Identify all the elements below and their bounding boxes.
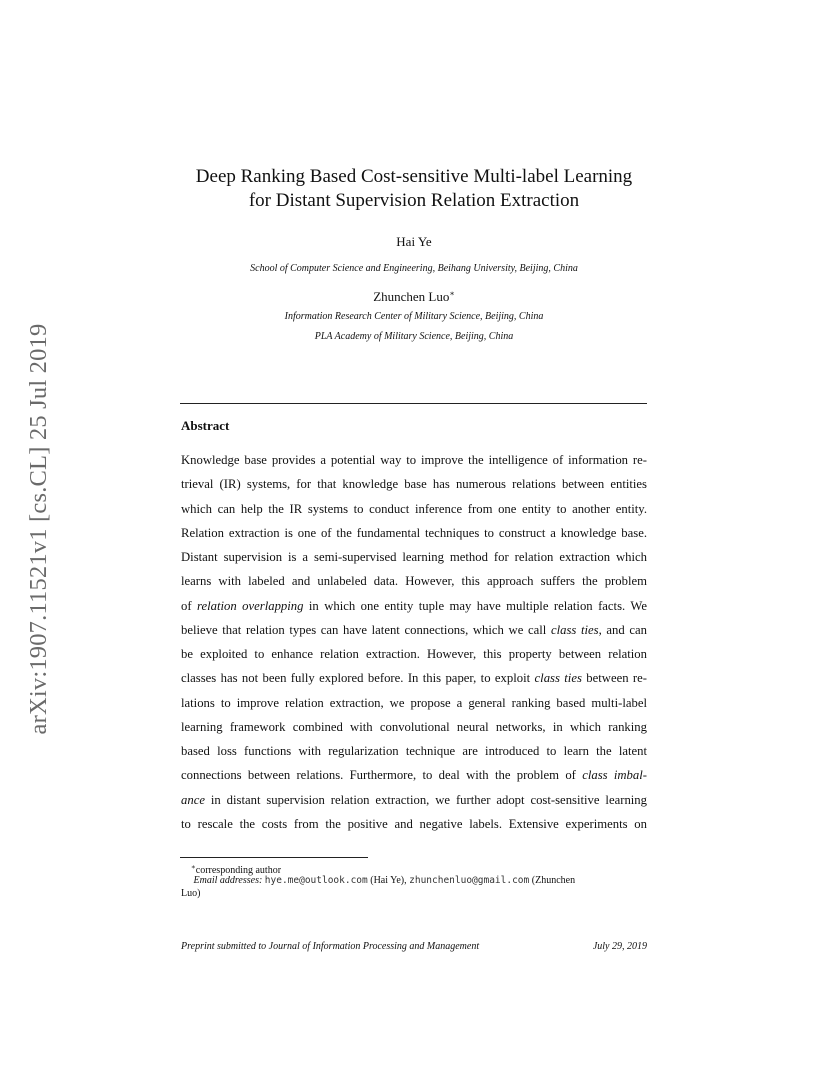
- abstract-line: Relation extraction is one of the fundamental techniques to construct a knowledge base.: [181, 525, 647, 540]
- arxiv-sidebar: [0, 0, 78, 1072]
- footnote-emails-cont: [181, 887, 647, 900]
- abstract-line: Knowledge base provides a potential way to improve the intelligence of information re-: [181, 453, 647, 467]
- abstract-line: learns with labeled and unlabeled data. However, this approach suffers the problem: [181, 574, 647, 589]
- abstract-line: Distant supervision is a semi-supervised learning method for relation extraction which: [181, 550, 647, 564]
- italic-term: class imbal-: [582, 768, 647, 783]
- abstract-line: to rescale the costs from the positive and negative labels. Extensive experiments on: [181, 816, 647, 831]
- email-link-2[interactable]: zhunchenluo@gmail.com: [409, 875, 530, 886]
- author-affiliation: Information Research Center of Military Science, Beijing, China: [284, 311, 544, 322]
- email-label: Email addresses:: [193, 875, 263, 886]
- email-owner-1: (Hai Ye),: [370, 875, 407, 886]
- italic-term: class ties: [550, 622, 599, 637]
- footnote-emails: [181, 874, 647, 887]
- author-affiliation: School of Computer Science and Engineering, Beihang University, Beijing, China: [250, 263, 578, 274]
- italic-term: ance: [181, 792, 205, 807]
- italic-term: relation overlapping: [197, 598, 304, 613]
- author-name: [0, 286, 828, 305]
- email-owner-2: (Zhunchen: [531, 875, 576, 886]
- abstract-top-rule: [180, 403, 647, 404]
- abstract-line: classes has not been fully explored before. In this paper, to exploit class ties between re-: [181, 671, 647, 686]
- abstract-line: lations to improve relation extraction, we propose a general ranking based multi-label: [181, 695, 647, 710]
- abstract-line: believe that relation types can have latent connections, which we call class ties, and can: [181, 622, 648, 637]
- email-link-1[interactable]: hye.me@outlook.com: [264, 875, 368, 886]
- abstract-line: trieval (IR) systems, for that knowledge base has numerous relations between entities: [181, 477, 647, 492]
- abstract-line: learning framework combined with convolutional neural networks, in which ranking: [181, 719, 647, 734]
- preprint-note: Preprint submitted to Journal of Information Processing and Management: [181, 941, 480, 952]
- abstract-body: [181, 448, 647, 836]
- author-1-name: Hai Ye: [396, 234, 432, 249]
- footnote-rule: [180, 857, 368, 858]
- footnote-marker: ∗: [191, 863, 196, 871]
- author-affiliation: PLA Academy of Military Science, Beijing, China: [314, 331, 514, 342]
- title-line-2: for Distant Supervision Relation Extraction: [248, 190, 580, 211]
- italic-term: class ties: [534, 671, 582, 686]
- abstract-line: ance in distant supervision relation extraction, we further adopt cost-sensitive learning: [181, 792, 647, 807]
- abstract-heading: Abstract: [181, 418, 230, 433]
- preprint-date: July 29, 2019: [592, 941, 647, 952]
- abstract-line: of relation overlapping in which one entity tuple may have multiple relation facts. We: [181, 598, 647, 613]
- paper-title: [0, 165, 828, 213]
- abstract-line: be exploited to enhance relation extraction. However, this property between relation: [181, 647, 647, 661]
- corresponding-author-label: corresponding author: [195, 865, 282, 876]
- abstract-line: which can help the IR systems to conduct inference from one entity to another entity.: [181, 501, 647, 516]
- arxiv-identifier[interactable]: arXiv:1907.11521v1 [cs.CL] 25 Jul 2019: [25, 323, 52, 735]
- email-owner-2-cont: Luo): [181, 888, 201, 899]
- title-line-1: Deep Ranking Based Cost-sensitive Multi-label Learning: [195, 166, 633, 187]
- author-name: [0, 234, 828, 250]
- abstract-line: based loss functions with regularization technique are introduced to learn the latent: [181, 744, 647, 758]
- author-2-name: Zhunchen Luo: [373, 289, 450, 304]
- corresponding-marker: ∗: [449, 289, 455, 298]
- abstract-line: connections between relations. Furthermore, to deal with the problem of class imbal-: [181, 768, 647, 783]
